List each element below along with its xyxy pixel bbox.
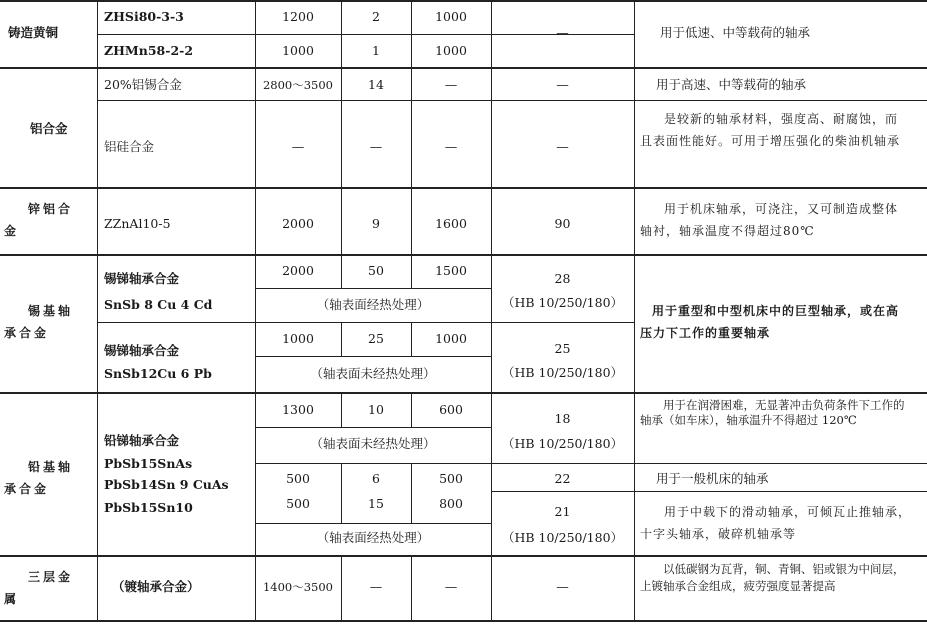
rule — [255, 463, 927, 464]
value-cell: 500 — [439, 471, 463, 486]
value-cell: 500 — [286, 496, 310, 511]
hardness-cell: （HB 10/250/180） — [501, 436, 624, 451]
hardness-cell: — — [556, 77, 569, 92]
rule — [255, 288, 491, 289]
value-cell: 9 — [372, 216, 380, 231]
category-label: 铝合金 — [30, 121, 68, 136]
value-cell: 600 — [439, 402, 463, 417]
hardness-cell: 22 — [554, 471, 571, 486]
usage-cell: 用于一般机床的轴承 — [656, 471, 769, 486]
value-cell: 1200 — [282, 9, 314, 24]
rule — [255, 356, 491, 357]
condition-note: （轴表面未经热处理） — [310, 436, 436, 451]
material-name: ZHSi80-3-3 — [104, 9, 184, 24]
hardness-cell: （HB 10/250/180） — [501, 295, 624, 310]
value-cell: 25 — [368, 331, 384, 346]
value-cell: 1000 — [435, 43, 467, 58]
value-cell: 50 — [368, 263, 384, 278]
value-cell: 6 — [372, 471, 380, 486]
hardness-cell: 21 — [554, 504, 571, 519]
value-cell: — — [444, 77, 458, 92]
rule — [0, 0, 927, 2]
hardness-cell: 18 — [554, 411, 571, 426]
hardness-cell: 90 — [554, 216, 571, 231]
material-grade: SnSb 8 Cu 4 Cd — [104, 297, 213, 312]
hardness-cell: 25 — [554, 341, 571, 356]
condition-note: （轴表面经热处理） — [316, 530, 430, 545]
hardness-cell: 28 — [554, 271, 571, 286]
material-name: 铅锑轴承合金 — [104, 433, 180, 448]
rule — [0, 254, 927, 256]
rule — [97, 322, 634, 323]
material-name: 锡锑轴承合金 — [104, 271, 180, 286]
value-cell: 1000 — [435, 9, 467, 24]
usage-cell: 是较新的轴承材料，强度高、耐腐蚀，而且表面性能好。可用于增压强化的柴油机轴承 — [640, 112, 901, 148]
usage-cell: 用于重型和中型机床中的巨型轴承，或在高压力下工作的重要轴承 — [640, 304, 900, 340]
hardness-cell: — — [556, 579, 569, 594]
category-label: 铅基轴承合金 — [4, 460, 74, 496]
rule — [97, 100, 927, 101]
value-cell: 1400～3500 — [262, 580, 334, 594]
condition-note: （轴表面经热处理） — [316, 297, 430, 312]
rule — [0, 187, 927, 189]
value-cell: — — [444, 579, 458, 594]
value-cell: 10 — [368, 402, 384, 417]
rule — [491, 491, 927, 492]
value-cell: 1000 — [282, 43, 314, 58]
usage-cell: 用于在润滑困难，无显著冲击负荷条件下工作的轴承（如车床），轴承温升不得超过 120℃ — [640, 398, 905, 427]
hardness-cell: （HB 10/250/180） — [501, 530, 624, 545]
usage-cell: 用于高速、中等载荷的轴承 — [656, 77, 807, 92]
value-cell: 1000 — [435, 331, 467, 346]
value-cell: 800 — [439, 496, 463, 511]
usage-cell: 以低碳钢为瓦背，铜、青铜、铝或银为中间层，上镀轴承合金组成，疲劳强度显著提高 — [640, 562, 905, 593]
hardness-cell: （HB 10/250/180） — [501, 365, 624, 380]
material-name: 20%铝锡合金 — [104, 77, 182, 92]
rule — [97, 0, 98, 620]
rule — [255, 523, 491, 524]
rule — [255, 427, 491, 428]
material-grade: SnSb12Cu 6 Pb — [104, 366, 212, 381]
category-label: 锡基轴承合金 — [4, 304, 74, 340]
value-cell: — — [444, 139, 458, 154]
value-cell: 2000 — [282, 263, 314, 278]
rule — [0, 620, 927, 622]
category-label: 铸造黄铜 — [8, 25, 59, 40]
usage-cell: 用于低速、中等载荷的轴承 — [660, 25, 811, 40]
category-label: 三层金属 — [4, 570, 74, 606]
value-cell: 1300 — [282, 402, 314, 417]
value-cell: 15 — [368, 496, 384, 511]
value-cell: 1500 — [435, 263, 467, 278]
value-cell: 14 — [368, 77, 384, 92]
value-cell: — — [291, 139, 305, 154]
value-cell: 2 — [372, 9, 380, 24]
material-grade: PbSb15SnAs — [104, 456, 193, 471]
value-cell: — — [369, 139, 383, 154]
material-name: ZZnAl10-5 — [104, 216, 171, 231]
usage-cell: 用于机床轴承，可浇注，又可制造成整体轴衬，轴承温度不得超过80℃ — [640, 202, 899, 238]
material-name: ZHMn58-2-2 — [104, 43, 194, 58]
value-cell: 2000 — [282, 216, 314, 231]
material-name: （镀轴承合金） — [112, 579, 200, 594]
rule — [0, 67, 927, 69]
value-cell: 1 — [372, 43, 380, 58]
material-name: 铝硅合金 — [104, 139, 155, 154]
hardness-cell: — — [556, 25, 569, 40]
value-cell: 1000 — [282, 331, 314, 346]
value-cell: — — [369, 579, 383, 594]
material-grade: PbSb15Sn10 — [104, 500, 193, 515]
rule — [634, 0, 635, 620]
value-cell: 1600 — [435, 216, 467, 231]
hardness-cell: — — [556, 139, 569, 154]
usage-cell: 用于中载下的滑动轴承，可倾瓦止推轴承，十字头轴承，破碎机轴承等 — [640, 505, 912, 541]
material-name: 锡锑轴承合金 — [104, 343, 180, 358]
condition-note: （轴表面未经热处理） — [310, 366, 436, 381]
category-label: 锌铝合金 — [4, 202, 74, 238]
rule — [0, 392, 927, 394]
value-cell: 2800～3500 — [262, 78, 334, 92]
rule — [0, 555, 927, 557]
material-grade: PbSb14Sn 9 CuAs — [104, 477, 229, 492]
value-cell: 500 — [286, 471, 310, 486]
